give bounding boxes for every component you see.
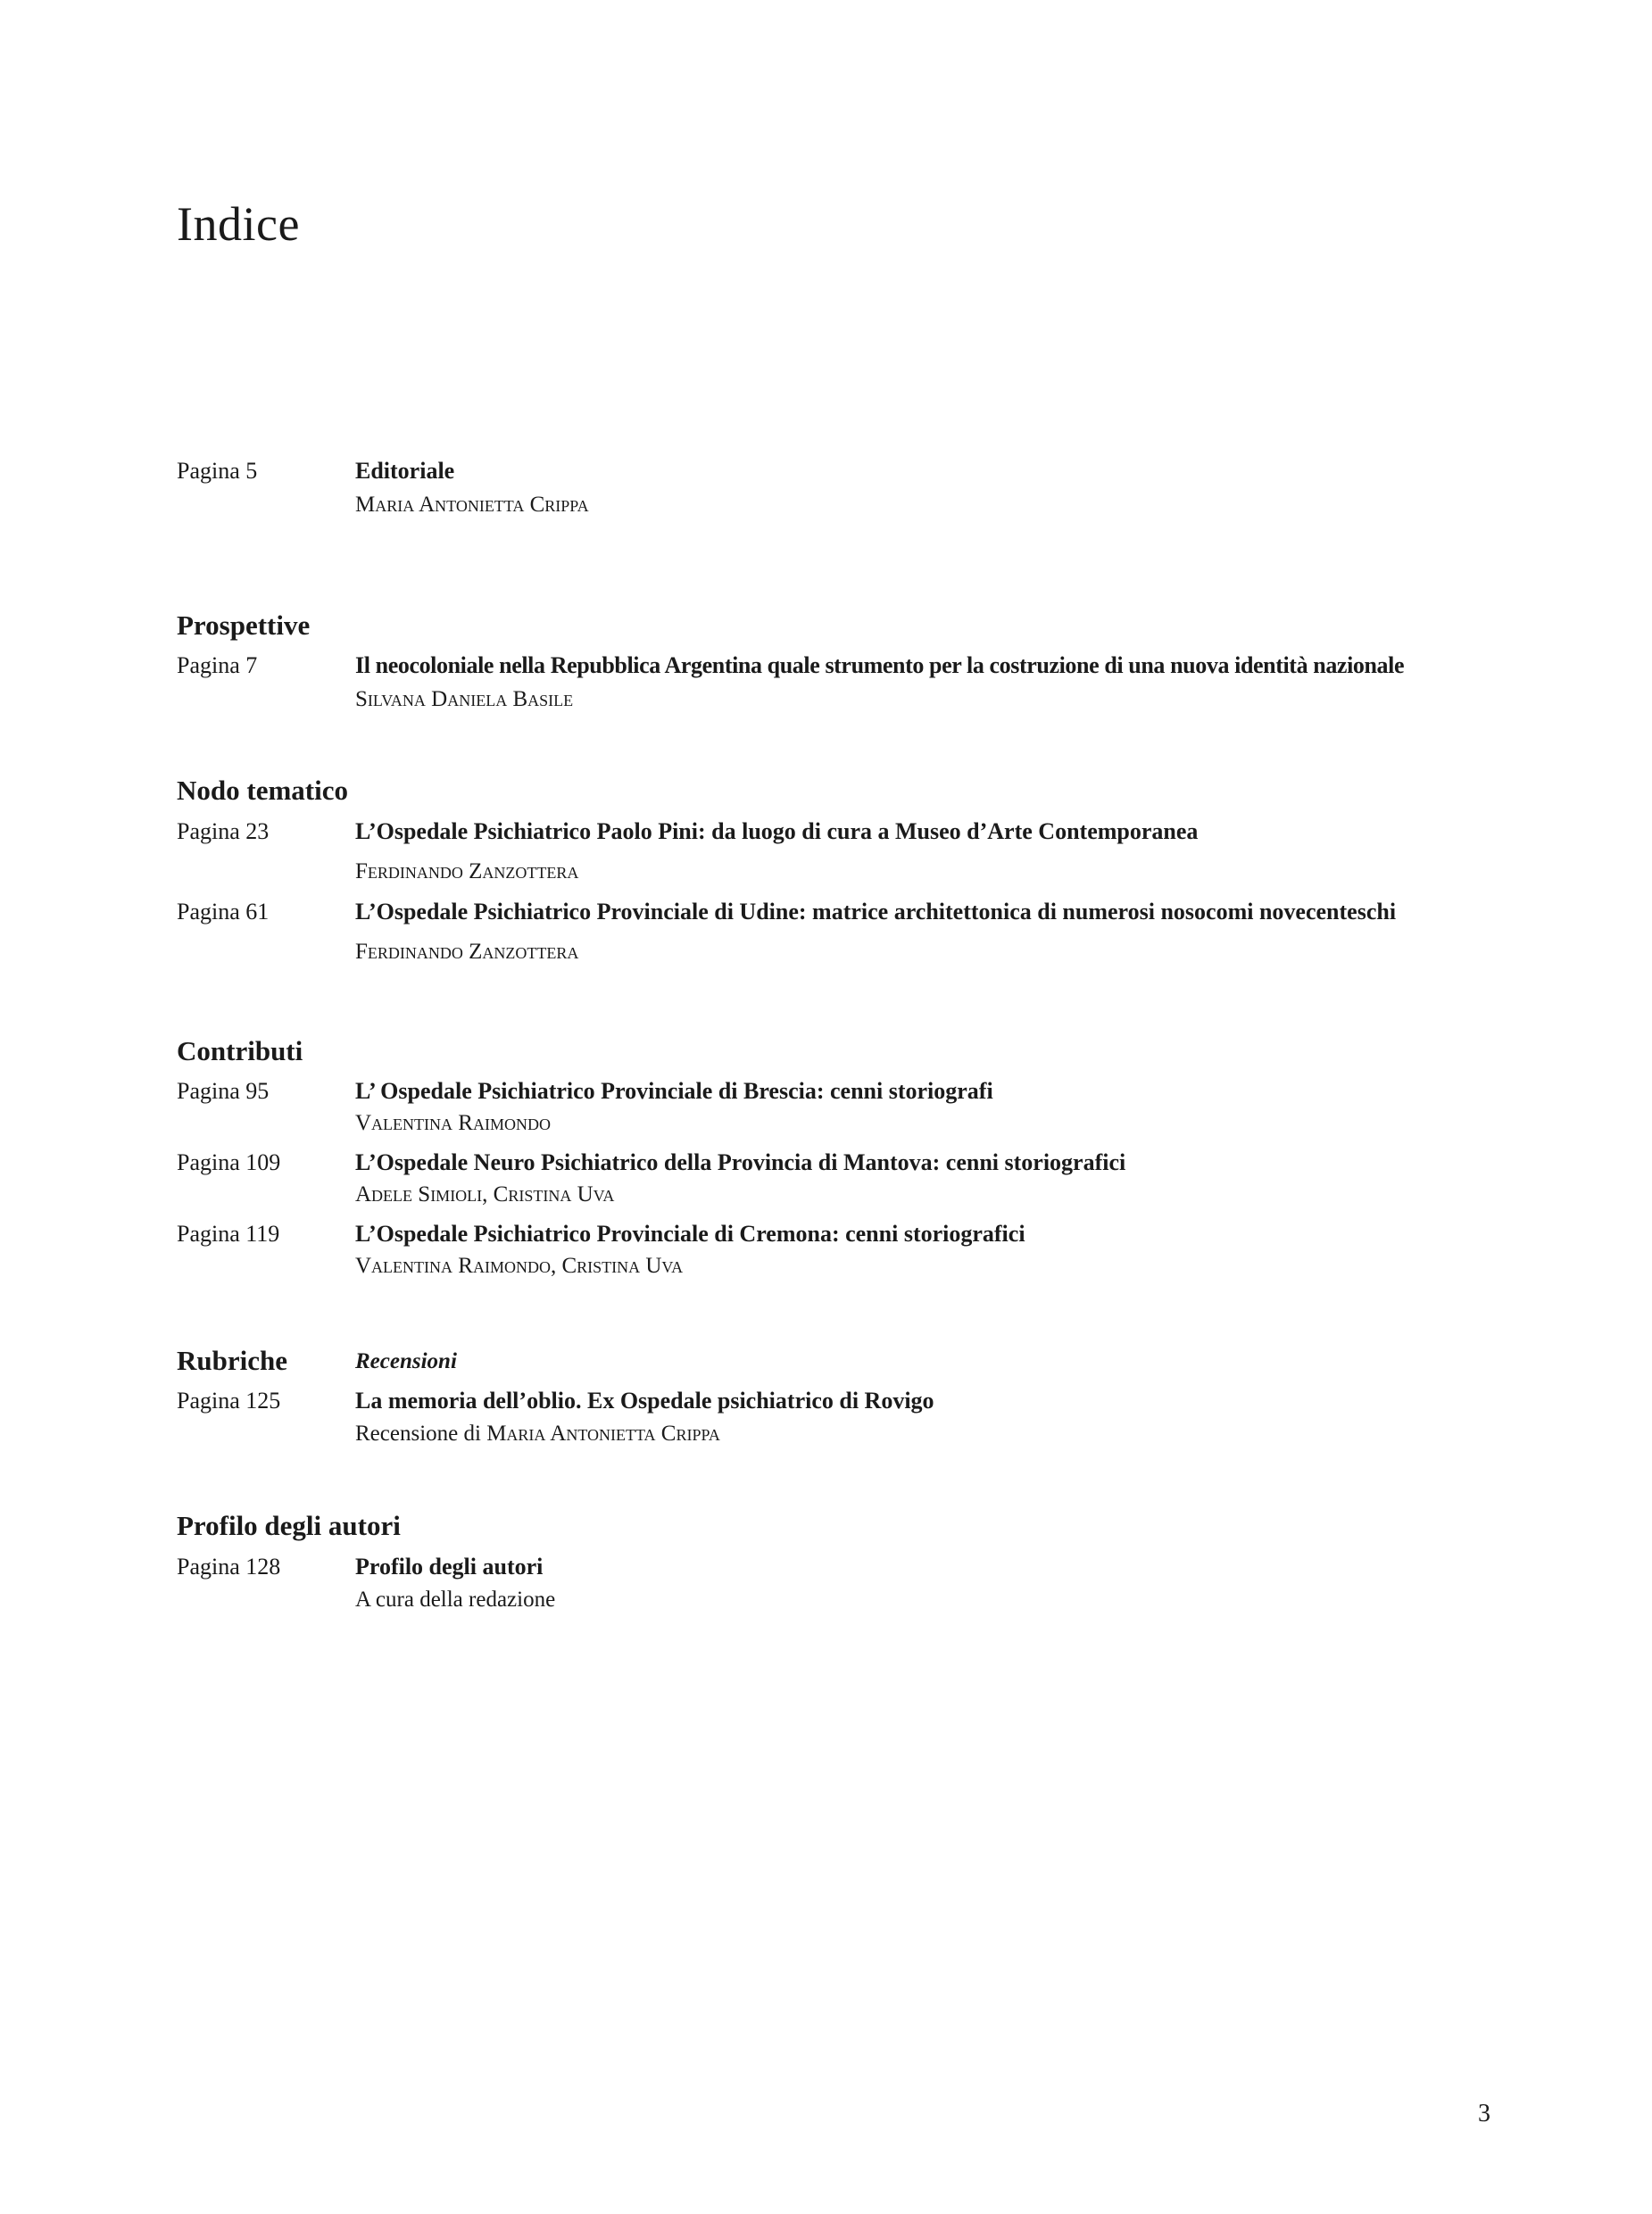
entry-page-number: Pagina 95 (177, 1078, 270, 1104)
entry-title[interactable]: L’Ospedale Psichiatrico Provinciale di Cremona: cenni storiografici (355, 1221, 1025, 1247)
entry-title[interactable]: L’Ospedale Psichiatrico Provinciale di Udine: matrice architettonica di numerosi nosocomi novecenteschi (355, 899, 1397, 925)
entry-page-number: Pagina 125 (177, 1388, 281, 1414)
section-heading-prospettive: Prospettive (177, 609, 311, 641)
entry-title[interactable]: L’ Ospedale Psichiatrico Provinciale di Brescia: cenni storiografi (355, 1078, 993, 1104)
entry-author: Maria Antonietta Crippa (355, 493, 589, 517)
entry-author: Valentina Raimondo (355, 1111, 551, 1135)
entry-title[interactable]: La memoria dell’oblio. Ex Ospedale psichiatrico di Rovigo (355, 1388, 934, 1414)
entry-page-number: Pagina 23 (177, 818, 270, 844)
entry-title[interactable]: L’Ospedale Psichiatrico Paolo Pini: da luogo di cura a Museo d’Arte Contemporanea (355, 818, 1199, 844)
author-name: Maria Antonietta Crippa (486, 1422, 720, 1446)
entry-title[interactable]: Il neocoloniale nella Repubblica Argentina quale strumento per la costruzione di una nuova identità nazionale (355, 652, 1405, 678)
section-subheading-recensioni: Recensioni (355, 1349, 457, 1373)
entry-author: Silvana Daniela Basile (355, 687, 574, 711)
entry-author: A cura della redazione (355, 1588, 556, 1612)
section-heading-contributi: Contributi (177, 1035, 303, 1066)
entry-author: Ferdinando Zanzottera (355, 940, 579, 964)
entry-title[interactable]: Editoriale (355, 458, 455, 484)
page-title: Indice (177, 197, 300, 251)
entry-author (355, 1422, 720, 1447)
entry-page-number: Pagina 5 (177, 458, 258, 484)
entry-author: Adele Simioli, Cristina Uva (355, 1182, 615, 1207)
entry-page-number: Pagina 7 (177, 652, 258, 678)
entry-title[interactable]: L’Ospedale Neuro Psichiatrico della Provincia di Mantova: cenni storiografici (355, 1149, 1126, 1175)
entry-title[interactable]: Profilo degli autori (355, 1554, 544, 1580)
entry-author: Valentina Raimondo, Cristina Uva (355, 1254, 684, 1278)
entry-page-number: Pagina 61 (177, 899, 270, 925)
author-prefix: Recensione di (355, 1422, 487, 1446)
page-number: 3 (1478, 2100, 1490, 2127)
section-heading-profilo: Profilo degli autori (177, 1510, 401, 1541)
entry-page-number: Pagina 109 (177, 1149, 281, 1175)
section-heading-rubriche: Rubriche (177, 1345, 287, 1376)
entry-page-number: Pagina 119 (177, 1221, 280, 1247)
entry-author: Ferdinando Zanzottera (355, 859, 579, 883)
section-heading-nodo-tematico: Nodo tematico (177, 775, 348, 806)
entry-page-number: Pagina 128 (177, 1554, 281, 1580)
